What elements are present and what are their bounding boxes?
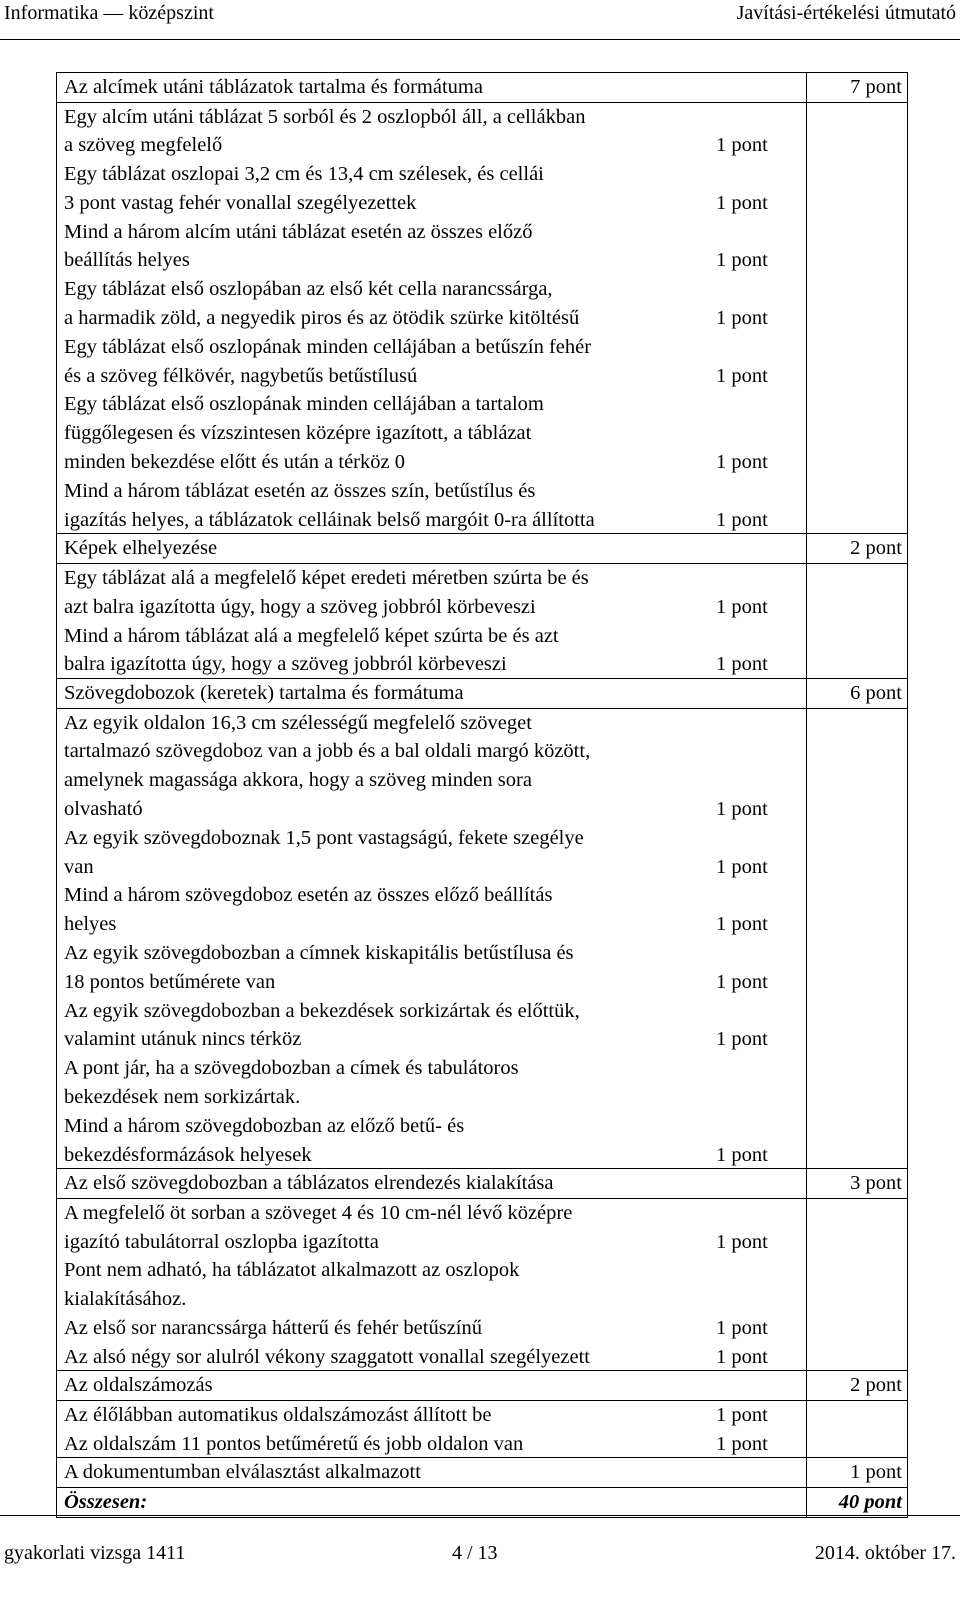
criterion-text [57, 622, 716, 680]
criterion-row [56, 622, 908, 680]
criterion-row [56, 997, 908, 1055]
criterion-points [716, 622, 806, 680]
criterion-points-value: 1 pont [716, 1143, 768, 1166]
criterion-row [56, 1430, 908, 1459]
section-header [56, 678, 908, 709]
criterion-points-value: 1 pont [716, 798, 768, 821]
criterion-row [56, 1343, 908, 1372]
criterion-line: a harmadik zöld, a negyedik piros és az ötödik szürke kitöltésű [64, 307, 580, 330]
criterion-line: Az egyik szövegdobozban a bekezdések sorkizártak és előttük, [64, 999, 580, 1022]
criterion-line: Egy táblázat első oszlopának minden cellájában a tartalom [64, 393, 544, 416]
criterion-points [716, 939, 806, 997]
footer-rule [0, 1515, 960, 1516]
points-column-spacer [806, 709, 907, 824]
section-header [56, 72, 908, 103]
criterion-text [57, 160, 716, 218]
criterion-line: beállítás helyes [64, 249, 190, 272]
criterion-points-value: 1 pont [716, 1432, 768, 1455]
criterion-text [57, 275, 716, 333]
page-header [0, 0, 960, 30]
criterion-row [56, 709, 908, 824]
section-header [56, 1370, 908, 1401]
criterion-text [57, 1199, 716, 1257]
criterion-line: Egy alcím utáni táblázat 5 sorból és 2 oszlopból áll, a cellákban [64, 105, 586, 128]
section-points: 2 pont [806, 1371, 907, 1400]
points-column-spacer [806, 218, 907, 276]
points-column-spacer [806, 390, 907, 476]
criterion-line: Mind a három alcím utáni táblázat esetén az összes előző [64, 220, 533, 243]
points-column-spacer [806, 881, 907, 939]
footer-date: 2014. október 17. [814, 1542, 956, 1564]
criterion-line: bekezdések nem sorkizártak. [64, 1086, 301, 1108]
criterion-line: amelynek magassága akkora, hogy a szöveg minden sora [64, 769, 532, 792]
criterion-points-value: 1 pont [716, 508, 768, 531]
criterion-line: Az élőlábban automatikus oldalszámozást állított be [64, 1404, 492, 1427]
criterion-line: Az alsó négy sor alulról vékony szaggatott vonallal szegélyezett [64, 1345, 590, 1368]
criterion-row [56, 103, 908, 161]
criterion-line: bekezdésformázások helyesek [64, 1143, 312, 1166]
criterion-points-value: 1 pont [716, 653, 768, 676]
points-column-spacer [806, 160, 907, 218]
criterion-line: Az egyik szövegdoboznak 1,5 pont vastagságú, fekete szegélye [64, 826, 584, 849]
criterion-row [56, 1112, 908, 1170]
criterion-line: 18 pontos betűmérete van [64, 970, 276, 993]
criterion-line: balra igazította úgy, hogy a szöveg jobbról körbeveszi [64, 653, 507, 676]
criterion-row [56, 477, 908, 535]
points-column-spacer [806, 275, 907, 333]
points-column-spacer [806, 1314, 907, 1343]
criterion-points [716, 1256, 806, 1314]
section-title: Az oldalszámozás [64, 1374, 213, 1397]
criterion-points [716, 709, 806, 824]
criterion-points-value: 1 pont [716, 595, 768, 618]
criterion-points [716, 1343, 806, 1372]
criterion-points [716, 881, 806, 939]
footer-page-number: 4 / 13 [452, 1542, 498, 1564]
criterion-text [57, 709, 716, 824]
criterion-text [57, 1054, 716, 1112]
criterion-text [57, 1112, 716, 1170]
section-points: 2 pont [806, 534, 907, 563]
points-column-spacer [806, 1054, 907, 1112]
criterion-points-value: 1 pont [716, 970, 768, 993]
criterion-points [716, 477, 806, 535]
criterion-line: helyes [64, 913, 117, 936]
total-points: 40 pont [806, 1488, 907, 1517]
section-title: A dokumentumban elválasztást alkalmazott [64, 1461, 421, 1484]
criterion-row [56, 881, 908, 939]
criterion-points [716, 160, 806, 218]
criterion-row [56, 939, 908, 997]
criterion-line: olvasható [64, 798, 143, 821]
criterion-row [56, 1256, 908, 1314]
criterion-text [57, 390, 716, 476]
criterion-line: 3 pont vastag fehér vonallal szegélyezettek [64, 191, 417, 214]
criterion-line: a szöveg megfelelő [64, 134, 223, 157]
points-column-spacer [806, 1430, 907, 1459]
criterion-points [716, 275, 806, 333]
criterion-points-value: 1 pont [716, 364, 768, 387]
criterion-points [716, 1199, 806, 1257]
criterion-points [716, 390, 806, 476]
criterion-line: tartalmazó szövegdoboz van a jobb és a bal oldali margó között, [64, 740, 591, 763]
criterion-points-value: 1 pont [716, 1404, 768, 1427]
criterion-text [57, 824, 716, 882]
criterion-text [57, 477, 716, 535]
criterion-line: Az egyik oldalon 16,3 cm szélességű megfelelő szöveget [64, 711, 532, 734]
criterion-line: Pont nem adható, ha táblázatot alkalmazott az oszlopok [64, 1259, 520, 1282]
criterion-points [716, 1401, 806, 1430]
criterion-line: Mind a három szövegdoboz esetén az összes előző beállítás [64, 884, 553, 907]
criterion-points-value: 1 pont [716, 1230, 768, 1253]
scoring-table [56, 73, 908, 1518]
header-subject: Informatika — középszint [4, 2, 214, 24]
criterion-points-value: 1 pont [716, 134, 768, 157]
points-column-spacer [806, 1401, 907, 1430]
criterion-line: Az oldalszám 11 pontos betűméretű és jobb oldalon van [64, 1432, 524, 1455]
criterion-line: igazító tabulátorral oszlopba igazította [64, 1230, 379, 1253]
header-rule [0, 39, 960, 40]
criterion-text [57, 103, 716, 161]
criterion-row [56, 1401, 908, 1430]
section-header [56, 1168, 908, 1199]
points-column-spacer [806, 1256, 907, 1314]
criterion-line: van [64, 855, 94, 878]
criterion-points [716, 1314, 806, 1343]
criterion-text [57, 1401, 716, 1430]
criterion-row [56, 390, 908, 476]
criterion-text [57, 939, 716, 997]
criterion-line: Mind a három szövegdobozban az előző betű- és [64, 1114, 465, 1137]
criterion-points-value: 1 pont [716, 855, 768, 878]
criterion-text [57, 997, 716, 1055]
criterion-text [57, 1343, 716, 1372]
criterion-row [56, 564, 908, 622]
criterion-points-value: 1 pont [716, 307, 768, 330]
criterion-line: A megfelelő öt sorban a szöveget 4 és 10 cm-nél lévő középre [64, 1201, 573, 1224]
section-header [56, 533, 908, 564]
criterion-points [716, 1430, 806, 1459]
criterion-line: igazítás helyes, a táblázatok celláinak belső margóit 0-ra állította [64, 508, 595, 531]
criterion-text [57, 218, 716, 276]
criterion-text [57, 1430, 716, 1459]
points-column-spacer [806, 477, 907, 535]
criterion-line: Egy táblázat alá a megfelelő képet eredeti méretben szúrta be és [64, 566, 589, 589]
total-row [56, 1487, 908, 1518]
footer-exam-code: gyakorlati vizsga 1411 [4, 1542, 186, 1564]
criterion-points-value: 1 pont [716, 1317, 768, 1340]
criterion-row [56, 218, 908, 276]
criterion-line: A pont jár, ha a szövegdobozban a címek és tabulátoros [64, 1057, 519, 1080]
criterion-points [716, 218, 806, 276]
criterion-points-value: 1 pont [716, 249, 768, 272]
criterion-points [716, 564, 806, 622]
criterion-points [716, 824, 806, 882]
criterion-line: Egy táblázat első oszlopában az első két cella narancssárga, [64, 278, 553, 301]
points-column-spacer [806, 103, 907, 161]
criterion-row [56, 275, 908, 333]
criterion-points-value: 1 pont [716, 1345, 768, 1368]
criterion-text [57, 881, 716, 939]
criterion-text [57, 333, 716, 391]
section-points: 3 pont [806, 1169, 907, 1198]
criterion-points-value: 1 pont [716, 1028, 768, 1051]
section-points: 6 pont [806, 679, 907, 708]
criterion-row [56, 824, 908, 882]
criterion-points [716, 1054, 806, 1112]
section-title: Az első szövegdobozban a táblázatos elrendezés kialakítása [64, 1171, 554, 1194]
header-doc-type: Javítási-értékelési útmutató [736, 2, 956, 24]
criterion-row [56, 160, 908, 218]
criterion-line: Mind a három táblázat esetén az összes szín, betűstílus és [64, 479, 536, 502]
total-label: Összesen: [64, 1490, 148, 1513]
section-title: Szövegdobozok (keretek) tartalma és formátuma [64, 681, 464, 704]
criterion-row [56, 1199, 908, 1257]
points-column-spacer [806, 824, 907, 882]
criterion-points-value: 1 pont [716, 451, 768, 474]
criterion-line: valamint utánuk nincs térköz [64, 1028, 302, 1051]
section-title: Az alcímek utáni táblázatok tartalma és formátuma [64, 75, 483, 98]
criterion-points [716, 1112, 806, 1170]
points-column-spacer [806, 997, 907, 1055]
criterion-row [56, 1054, 908, 1112]
criterion-line: Egy táblázat oszlopai 3,2 cm és 13,4 cm szélesek, és cellái [64, 163, 544, 186]
criterion-points [716, 333, 806, 391]
points-column-spacer [806, 622, 907, 680]
criterion-line: Egy táblázat első oszlopának minden cellájában a betűszín fehér [64, 335, 592, 358]
criterion-line: minden bekezdése előtt és után a térköz 0 [64, 451, 405, 474]
points-column-spacer [806, 1343, 907, 1372]
points-column-spacer [806, 564, 907, 622]
points-column-spacer [806, 939, 907, 997]
criterion-line: és a szöveg félkövér, nagybetűs betűstílusú [64, 364, 418, 387]
criterion-line: függőlegesen és vízszintesen középre igazított, a táblázat [64, 422, 532, 445]
criterion-points-value: 1 pont [716, 191, 768, 214]
points-column-spacer [806, 1112, 907, 1170]
points-column-spacer [806, 333, 907, 391]
section-points: 7 pont [806, 73, 907, 102]
criterion-points [716, 103, 806, 161]
criterion-text [57, 1256, 716, 1314]
criterion-points-value: 1 pont [716, 913, 768, 936]
criterion-row [56, 333, 908, 391]
criterion-text [57, 1314, 716, 1343]
criterion-line: Az első sor narancssárga hátterű és fehér betűszínű [64, 1317, 482, 1340]
criterion-line: Az egyik szövegdobozban a címnek kiskapitális betűstílusa és [64, 942, 574, 965]
criterion-line: Mind a három táblázat alá a megfelelő képet szúrta be és azt [64, 624, 559, 647]
criterion-text [57, 564, 716, 622]
section-title: Képek elhelyezése [64, 536, 218, 559]
criterion-line: azt balra igazította úgy, hogy a szöveg jobbról körbeveszi [64, 595, 536, 618]
section-points: 1 pont [806, 1458, 907, 1487]
section-header [56, 1457, 908, 1488]
criterion-row [56, 1314, 908, 1343]
criterion-points [716, 997, 806, 1055]
points-column-spacer [806, 1199, 907, 1257]
criterion-line: kialakításához. [64, 1288, 187, 1311]
